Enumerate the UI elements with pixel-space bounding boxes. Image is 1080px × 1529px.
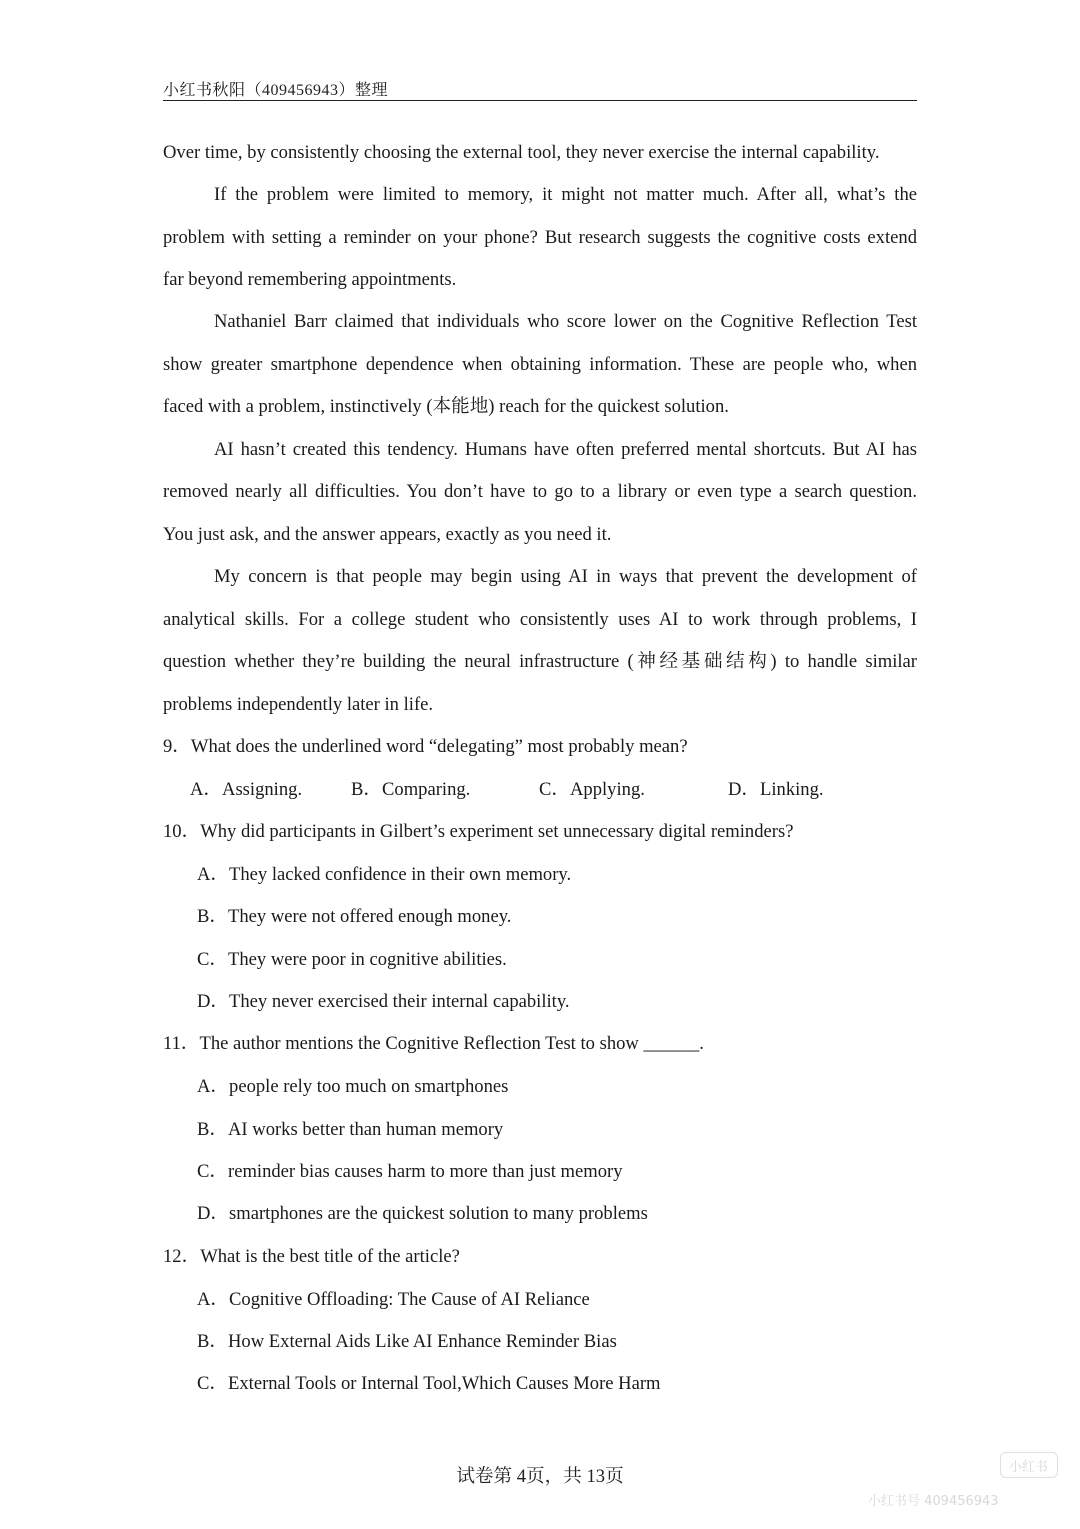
paragraph-line: My concern is that people may begin using AI in ways that prevent the development of	[214, 566, 917, 587]
option: A．Assigning.	[190, 779, 303, 800]
paragraph-line: show greater smartphone dependence when obtaining information. These are people who, when	[163, 354, 917, 375]
option: C．Applying.	[539, 779, 645, 800]
paragraph-line: problems independently later in life.	[163, 694, 434, 715]
question-stem: 9．What does the underlined word “delegating” most probably mean?	[163, 736, 688, 757]
paragraph-line: faced with a problem, instinctively (本能地) reach for the quickest solution.	[163, 396, 729, 417]
paragraph-line: problem with setting a reminder on your phone? But research suggests the cognitive costs extend	[163, 227, 917, 248]
paragraph-line: You just ask, and the answer appears, exactly as you need it.	[163, 524, 612, 545]
option: B．Comparing.	[351, 779, 471, 800]
option: D．They never exercised their internal capability.	[197, 991, 570, 1012]
paragraph-line: AI hasn’t created this tendency. Humans have often preferred mental shortcuts. But AI has	[214, 439, 917, 460]
question-stem: 11．The author mentions the Cognitive Reflection Test to show ______.	[163, 1033, 704, 1054]
page-header	[163, 76, 917, 101]
option: D．Linking.	[728, 779, 824, 800]
question-stem: 10．Why did participants in Gilbert’s experiment set unnecessary digital reminders?	[163, 821, 794, 842]
watermark-badge	[1000, 1452, 1058, 1478]
paragraph-line: analytical skills. For a college student who consistently uses AI to work through problems, I	[163, 609, 917, 630]
option: B．AI works better than human memory	[197, 1119, 504, 1140]
paragraph-line: question whether they’re building the neural infrastructure (神经基础结构) to handle similar	[163, 651, 917, 672]
option: A．Cognitive Offloading: The Cause of AI Reliance	[197, 1289, 590, 1310]
question-stem: 12．What is the best title of the article?	[163, 1246, 460, 1267]
option: A．They lacked confidence in their own memory.	[197, 864, 572, 885]
option: B．They were not offered enough money.	[197, 906, 512, 927]
page-footer: 试卷第 4页，共 13页	[456, 1466, 624, 1487]
option: B．How External Aids Like AI Enhance Reminder Bias	[197, 1331, 617, 1352]
paragraph-line: Nathaniel Barr claimed that individuals who score lower on the Cognitive Reflection Test	[214, 311, 917, 332]
paragraph-line: far beyond remembering appointments.	[163, 269, 457, 290]
option: C．reminder bias causes harm to more than just memory	[197, 1161, 623, 1182]
paragraph-line: Over time, by consistently choosing the external tool, they never exercise the internal capability.	[163, 142, 880, 163]
watermark-badge-text: 小红书	[1009, 1460, 1049, 1475]
paragraph-line: If the problem were limited to memory, it might not matter much. After all, what’s the	[214, 184, 917, 205]
option: A．people rely too much on smartphones	[197, 1076, 509, 1097]
option: C．They were poor in cognitive abilities.	[197, 949, 507, 970]
option: D．smartphones are the quickest solution to many problems	[197, 1203, 648, 1224]
watermark-text: 小红书号 409456943	[868, 1494, 999, 1509]
header-title: 小红书秋阳（409456943）整理	[163, 82, 389, 99]
paragraph-line: removed nearly all difficulties. You don’t have to go to a library or even type a search question.	[163, 481, 917, 502]
option: C．External Tools or Internal Tool,Which Causes More Harm	[197, 1373, 661, 1394]
